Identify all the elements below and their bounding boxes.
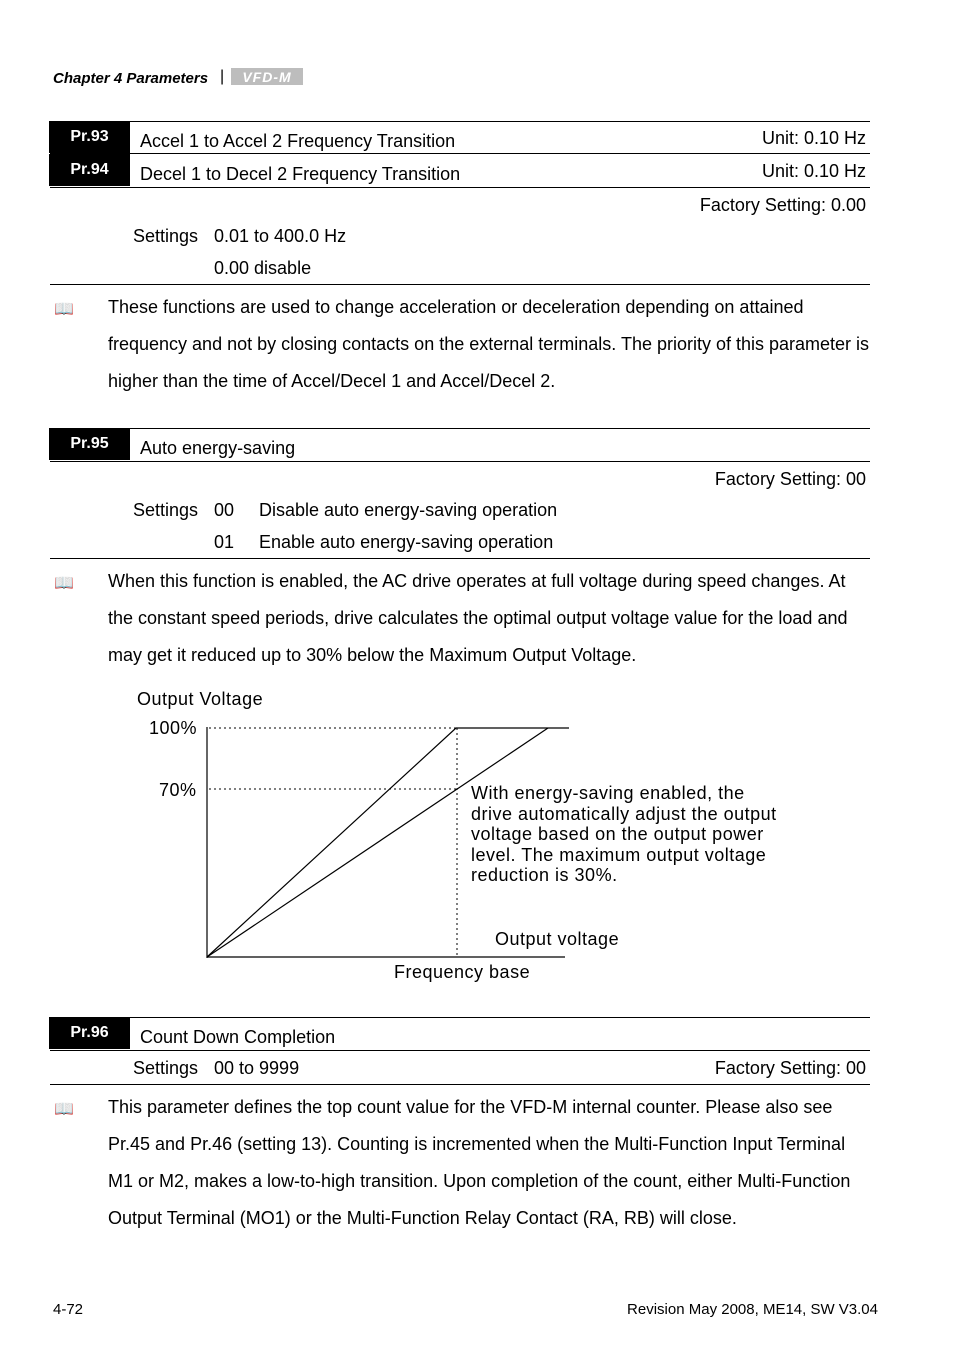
- product-logo: VFD-M: [231, 68, 303, 85]
- book-icon: 📖: [54, 575, 74, 592]
- figure-annotation: [471, 783, 777, 886]
- table-rule: [50, 1084, 870, 1085]
- pr95-option-code: 01: [214, 532, 235, 552]
- page-number: 4-72: [53, 1301, 84, 1318]
- annotation-line: reduction is 30%.: [471, 865, 618, 885]
- annotation-line: level. The maximum output voltage: [471, 844, 767, 865]
- pr94-setting-disable: 0.00 disable: [214, 258, 312, 278]
- pr95-note: When this function is enabled, the AC drive operates at full voltage during speed changes. At the constant speed periods, drive calculates the optimal output voltage value for the load and may get it reduced up to 30% below the Maximum Output Voltage.: [108, 571, 848, 665]
- figure-curve-label: Output voltage: [495, 929, 620, 949]
- pr93-title: Accel 1 to Accel 2 Frequency Transition: [140, 131, 456, 151]
- pr95-factory-setting: Factory Setting: 00: [714, 469, 866, 489]
- annotation-line: drive automatically adjust the output: [471, 803, 777, 824]
- pr96-title: Count Down Completion: [140, 1027, 336, 1047]
- pr95-title: Auto energy-saving: [140, 438, 296, 458]
- book-icon: 📖: [54, 301, 74, 318]
- pr95-option-text: Enable auto energy-saving operation: [259, 532, 554, 552]
- pr95-badge: Pr.95: [49, 428, 130, 460]
- pr94-unit: Unit: 0.10 Hz: [761, 161, 866, 181]
- pr94-title: Decel 1 to Decel 2 Frequency Transition: [140, 164, 461, 184]
- pr96-factory-setting: Factory Setting: 00: [714, 1058, 866, 1078]
- revision-info: Revision May 2008, ME14, SW V3.04: [627, 1301, 878, 1318]
- figure-tick-100: 100%: [149, 718, 198, 738]
- pr96-badge: Pr.96: [49, 1017, 130, 1049]
- table-rule: [50, 1017, 870, 1018]
- settings-label: Settings: [133, 500, 199, 520]
- settings-label: Settings: [133, 1058, 199, 1078]
- annotation-line: With energy-saving enabled, the: [471, 783, 745, 803]
- figure-tick-70: 70%: [159, 780, 197, 800]
- settings-label: Settings: [133, 226, 199, 246]
- figure-x-label: Frequency base: [394, 962, 531, 982]
- table-rule: [50, 1050, 870, 1051]
- pr93-unit: Unit: 0.10 Hz: [761, 128, 866, 148]
- pr95-option-text: Disable auto energy-saving operation: [259, 500, 558, 520]
- pr94-setting-range: 0.01 to 400.0 Hz: [214, 226, 347, 246]
- chapter-title: Chapter 4 Parameters: [53, 70, 209, 87]
- annotation-line: voltage based on the output power: [471, 824, 764, 844]
- pr96-setting-range: 00 to 9999: [214, 1058, 300, 1078]
- pr95-option-code: 00: [214, 500, 235, 520]
- pr96-note: This parameter defines the top count value for the VFD-M internal counter. Please also see Pr.45 and Pr.46 (setting 13). Counting is incremented when the Multi-Function Input Terminal M1 or M2, makes a low-to-high transition. Upon completion of the count, either Multi-Function Output Terminal (MO1) or the Multi-Function Relay Contact (RA, RB) will close.: [108, 1097, 851, 1228]
- figure-y-title: Output Voltage: [137, 689, 264, 709]
- book-icon: 📖: [54, 1101, 74, 1118]
- header-separator: |: [220, 68, 225, 85]
- pr94-note: These functions are used to change acceleration or deceleration depending on attained frequency and not by closing contacts on the external terminals. The priority of this parameter is higher than the time of Accel/Decel 1 and Accel/Decel 2.: [108, 297, 870, 391]
- pr94-factory-setting: Factory Setting: 0.00: [699, 195, 866, 215]
- pr93-badge: Pr.93: [49, 121, 130, 153]
- pr94-badge: Pr.94: [49, 154, 130, 186]
